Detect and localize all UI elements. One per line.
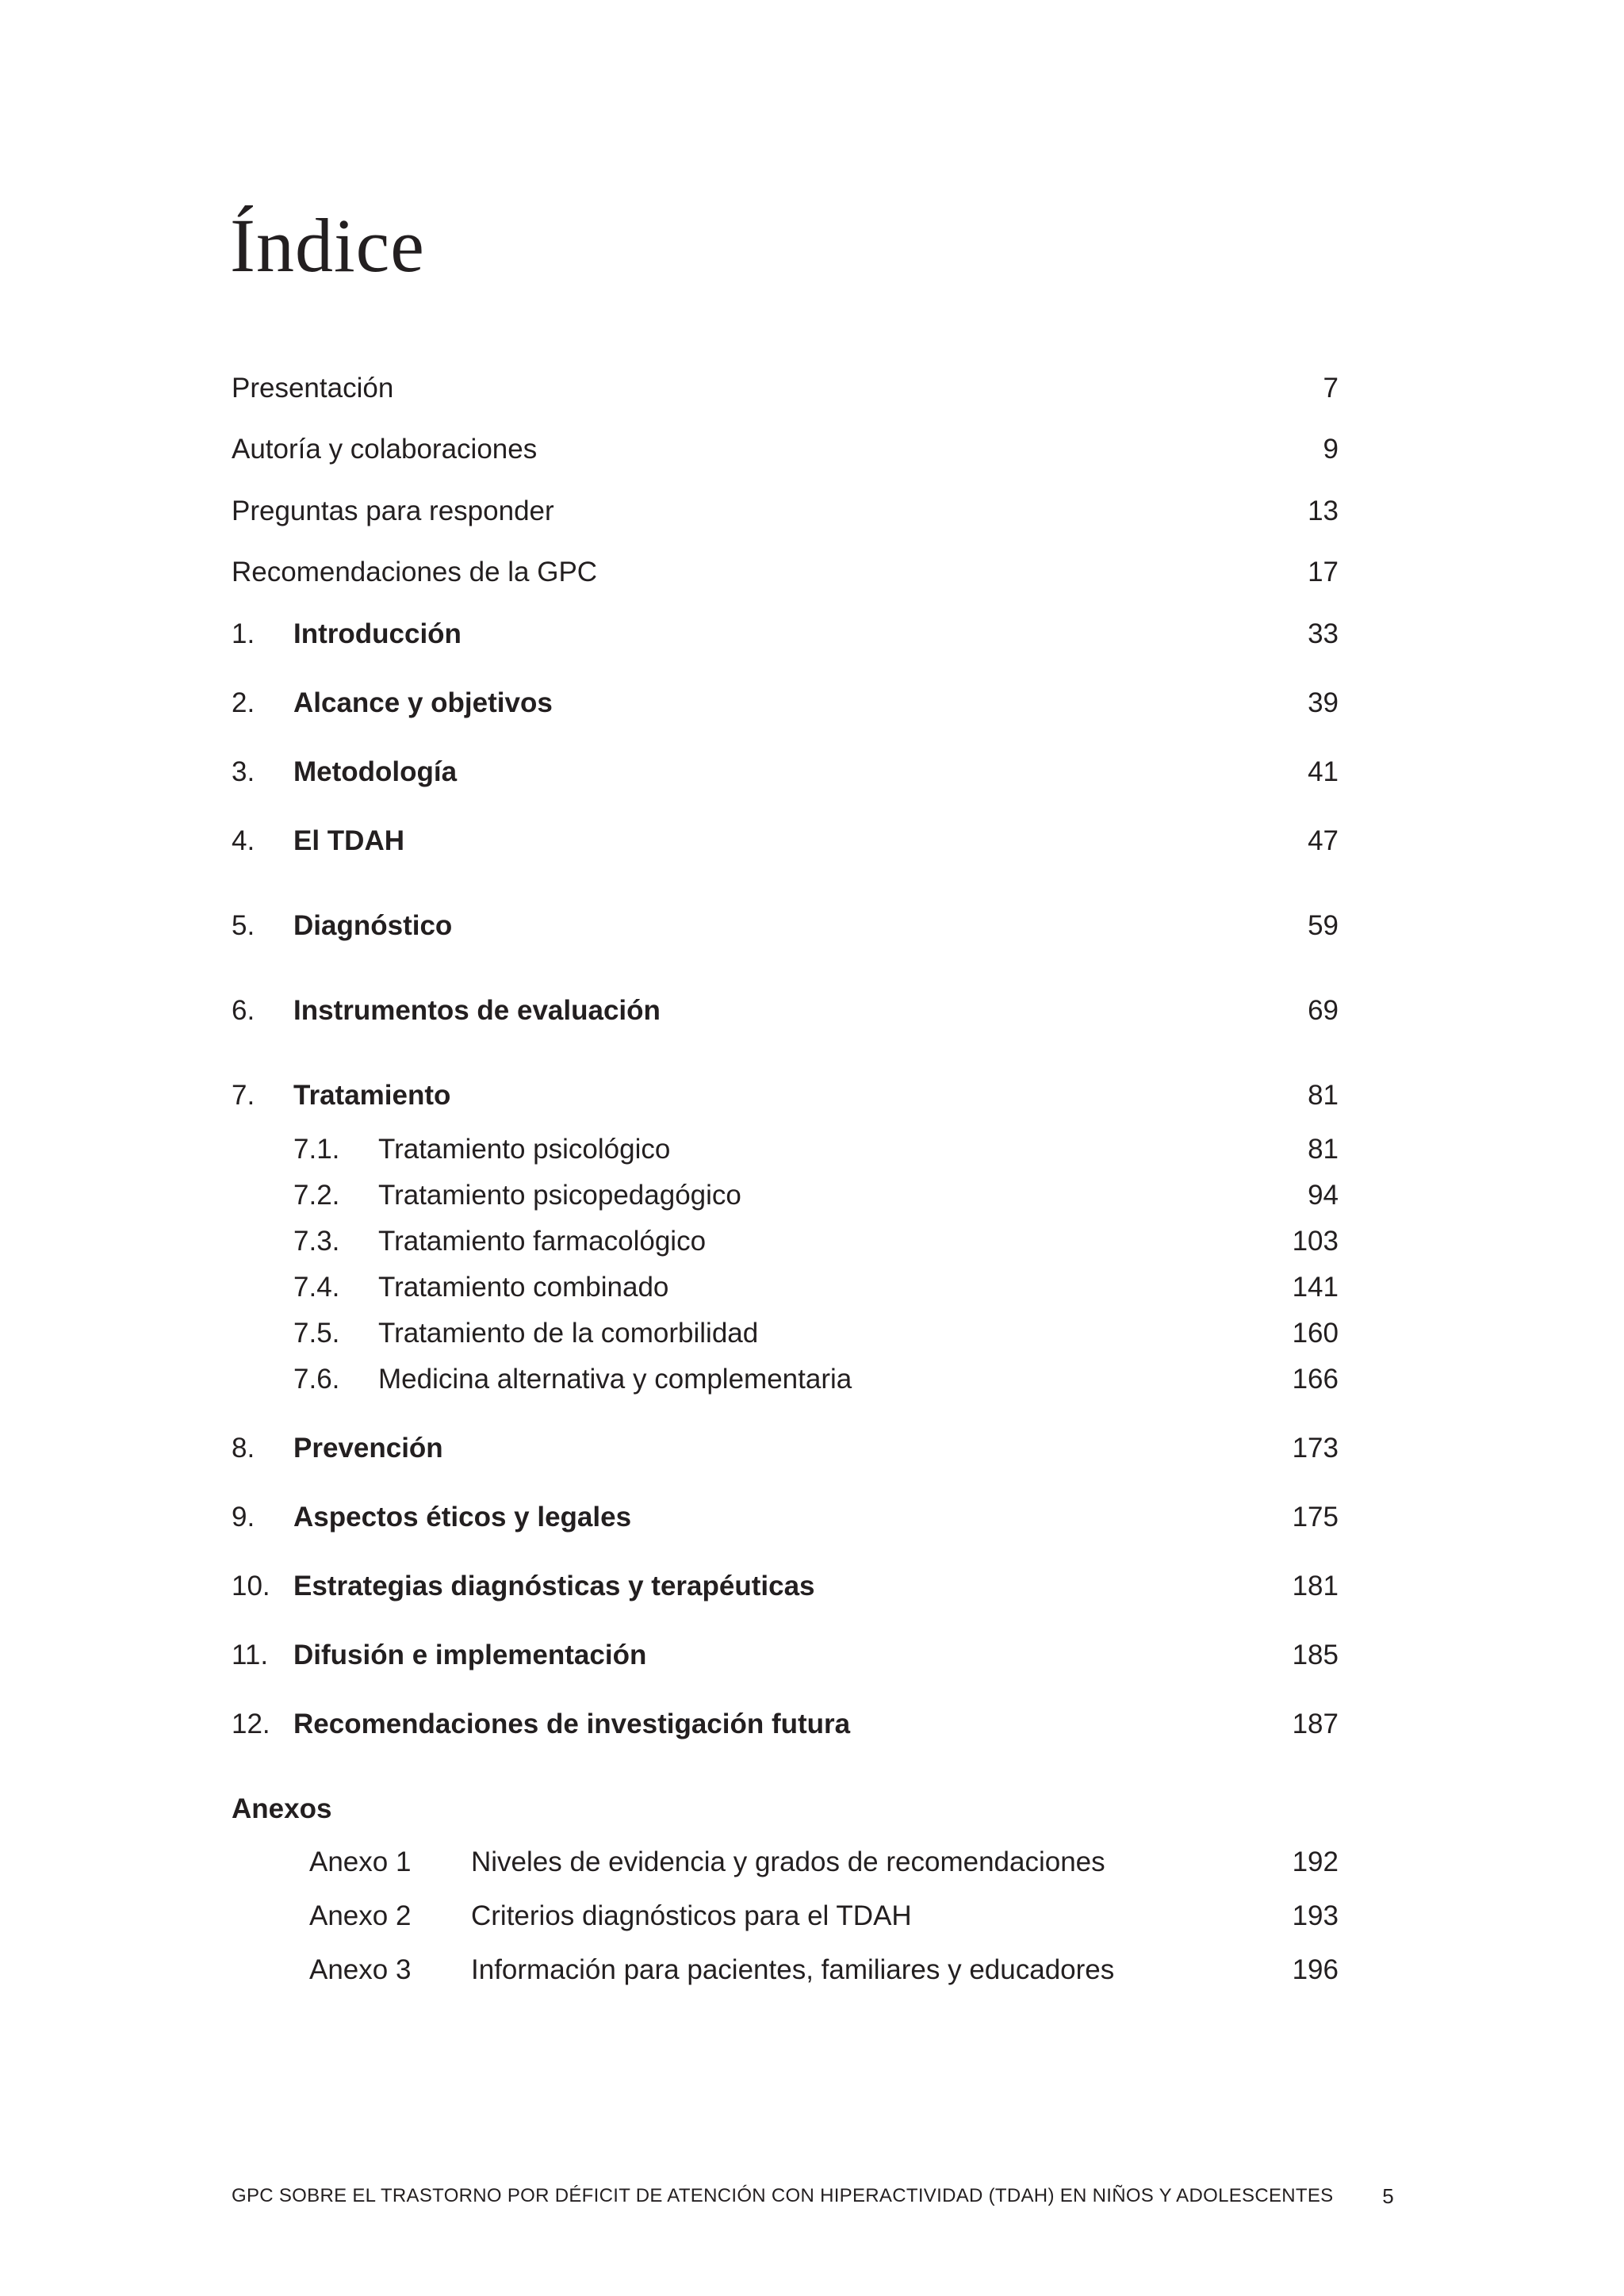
toc-subsection-page: 141 bbox=[1292, 1272, 1339, 1303]
toc-annex-number: Anexo 2 bbox=[309, 1900, 412, 1931]
toc-chapter-number: 6. bbox=[232, 995, 255, 1026]
toc-chapter-page: 41 bbox=[1308, 756, 1339, 787]
toc-chapter-label: El TDAH bbox=[293, 825, 404, 856]
toc-chapter-number: 10. bbox=[232, 1571, 270, 1601]
toc-chapter-page: 39 bbox=[1308, 687, 1339, 718]
toc-chapter-label: Alcance y objetivos bbox=[293, 687, 553, 718]
toc-entry-label: Autoría y colaboraciones bbox=[232, 434, 538, 465]
toc-subsection-7-6[interactable] bbox=[0, 1356, 1624, 1403]
toc-entry-page: 17 bbox=[1308, 557, 1339, 587]
toc-chapter-number: 5. bbox=[232, 910, 255, 941]
toc-annex-label: Criterios diagnósticos para el TDAH bbox=[471, 1900, 912, 1931]
toc-subsection-number: 7.4. bbox=[293, 1272, 340, 1303]
toc-subsection-label: Tratamiento psicológico bbox=[378, 1134, 671, 1165]
toc-chapter-label: Diagnóstico bbox=[293, 910, 453, 941]
footer-running-title: GPC SOBRE EL TRASTORNO POR DÉFICIT DE ATENCIÓN CON HIPERACTIVIDAD (TDAH) EN NIÑOS Y ADOLESCENTES bbox=[232, 2185, 1334, 2206]
toc-chapter-page: 173 bbox=[1292, 1433, 1339, 1464]
toc-entry-presentacion[interactable] bbox=[0, 365, 1624, 412]
toc-entry-autoria[interactable] bbox=[0, 426, 1624, 473]
toc-chapter-label: Aspectos éticos y legales bbox=[293, 1502, 632, 1533]
toc-chapter-4[interactable] bbox=[0, 817, 1624, 865]
toc-entry-label: Preguntas para responder bbox=[232, 496, 554, 526]
toc-subsection-label: Tratamiento de la comorbilidad bbox=[378, 1318, 759, 1349]
toc-annex-page: 192 bbox=[1292, 1846, 1339, 1877]
toc-chapter-page: 59 bbox=[1308, 910, 1339, 941]
toc-entry-label: Recomendaciones de la GPC bbox=[232, 557, 598, 587]
toc-chapter-label: Metodología bbox=[293, 756, 458, 787]
toc-chapter-9[interactable] bbox=[0, 1494, 1624, 1541]
toc-chapter-number: 2. bbox=[232, 687, 255, 718]
toc-annex-number: Anexo 3 bbox=[309, 1954, 412, 1985]
toc-chapter-label: Tratamiento bbox=[293, 1080, 451, 1111]
toc-entry-recomendaciones[interactable] bbox=[0, 549, 1624, 596]
toc-subsection-number: 7.2. bbox=[293, 1180, 340, 1211]
toc-chapter-label: Prevención bbox=[293, 1433, 443, 1464]
toc-subsection-label: Tratamiento farmacológico bbox=[378, 1226, 707, 1257]
toc-chapter-number: 4. bbox=[232, 825, 255, 856]
toc-chapter-8[interactable] bbox=[0, 1425, 1624, 1472]
toc-chapter-page: 69 bbox=[1308, 995, 1339, 1026]
toc-annex-1[interactable] bbox=[0, 1839, 1624, 1886]
toc-chapter-page: 185 bbox=[1292, 1640, 1339, 1670]
toc-entry-page: 9 bbox=[1323, 434, 1339, 465]
toc-chapter-label: Instrumentos de evaluación bbox=[293, 995, 661, 1026]
toc-chapter-label: Recomendaciones de investigación futura bbox=[293, 1709, 851, 1739]
toc-chapter-5[interactable] bbox=[0, 902, 1624, 950]
toc-subsection-number: 7.6. bbox=[293, 1364, 340, 1395]
toc-annex-2[interactable] bbox=[0, 1892, 1624, 1940]
toc-annexes-heading bbox=[0, 1785, 1624, 1833]
annexes-heading-label: Anexos bbox=[232, 1793, 332, 1824]
toc-chapter-2[interactable] bbox=[0, 679, 1624, 727]
toc-chapter-number: 8. bbox=[232, 1433, 255, 1464]
toc-subsection-label: Tratamiento combinado bbox=[378, 1272, 669, 1303]
toc-chapter-number: 1. bbox=[232, 618, 255, 649]
toc-subsection-page: 81 bbox=[1308, 1134, 1339, 1165]
toc-chapter-page: 181 bbox=[1292, 1571, 1339, 1601]
toc-subsection-number: 7.3. bbox=[293, 1226, 340, 1257]
toc-chapter-number: 11. bbox=[232, 1640, 269, 1670]
toc-subsection-7-4[interactable] bbox=[0, 1264, 1624, 1311]
toc-annex-label: Niveles de evidencia y grados de recomendaciones bbox=[471, 1846, 1105, 1877]
toc-chapter-12[interactable] bbox=[0, 1701, 1624, 1748]
toc-chapter-page: 47 bbox=[1308, 825, 1339, 856]
toc-chapter-number: 9. bbox=[232, 1502, 255, 1533]
toc-entry-preguntas[interactable] bbox=[0, 488, 1624, 535]
toc-entry-page: 7 bbox=[1323, 373, 1339, 404]
toc-chapter-page: 175 bbox=[1292, 1502, 1339, 1533]
toc-annex-number: Anexo 1 bbox=[309, 1846, 412, 1877]
toc-annex-page: 193 bbox=[1292, 1900, 1339, 1931]
page-title: Índice bbox=[230, 203, 425, 288]
toc-subsection-page: 94 bbox=[1308, 1180, 1339, 1211]
toc-subsection-7-2[interactable] bbox=[0, 1172, 1624, 1219]
toc-entry-label: Presentación bbox=[232, 373, 394, 404]
toc-subsection-7-5[interactable] bbox=[0, 1310, 1624, 1357]
toc-subsection-label: Medicina alternativa y complementaria bbox=[378, 1364, 852, 1395]
toc-subsection-number: 7.1. bbox=[293, 1134, 340, 1165]
toc-subsection-label: Tratamiento psicopedagógico bbox=[378, 1180, 741, 1211]
toc-chapter-page: 81 bbox=[1308, 1080, 1339, 1111]
toc-chapter-3[interactable] bbox=[0, 748, 1624, 796]
toc-annex-3[interactable] bbox=[0, 1946, 1624, 1994]
toc-chapter-1[interactable] bbox=[0, 610, 1624, 658]
footer-page-number: 5 bbox=[1382, 2184, 1394, 2208]
toc-annex-label: Información para pacientes, familiares y educadores bbox=[471, 1954, 1115, 1985]
toc-chapter-10[interactable] bbox=[0, 1563, 1624, 1610]
toc-chapter-page: 187 bbox=[1292, 1709, 1339, 1739]
toc-chapter-6[interactable] bbox=[0, 987, 1624, 1035]
toc-chapter-page: 33 bbox=[1308, 618, 1339, 649]
toc-chapter-number: 3. bbox=[232, 756, 255, 787]
toc-annex-page: 196 bbox=[1292, 1954, 1339, 1985]
toc-chapter-7[interactable] bbox=[0, 1072, 1624, 1119]
toc-chapter-label: Difusión e implementación bbox=[293, 1640, 647, 1670]
toc-subsection-7-3[interactable] bbox=[0, 1218, 1624, 1265]
toc-subsection-7-1[interactable] bbox=[0, 1126, 1624, 1173]
toc-chapter-label: Estrategias diagnósticas y terapéuticas bbox=[293, 1571, 815, 1601]
toc-chapter-label: Introducción bbox=[293, 618, 462, 649]
toc-subsection-page: 160 bbox=[1292, 1318, 1339, 1349]
toc-subsection-page: 166 bbox=[1292, 1364, 1339, 1395]
toc-chapter-number: 12. bbox=[232, 1709, 270, 1739]
toc-subsection-number: 7.5. bbox=[293, 1318, 340, 1349]
toc-entry-page: 13 bbox=[1308, 496, 1339, 526]
toc-chapter-number: 7. bbox=[232, 1080, 255, 1111]
toc-chapter-11[interactable] bbox=[0, 1632, 1624, 1679]
toc-subsection-page: 103 bbox=[1292, 1226, 1339, 1257]
